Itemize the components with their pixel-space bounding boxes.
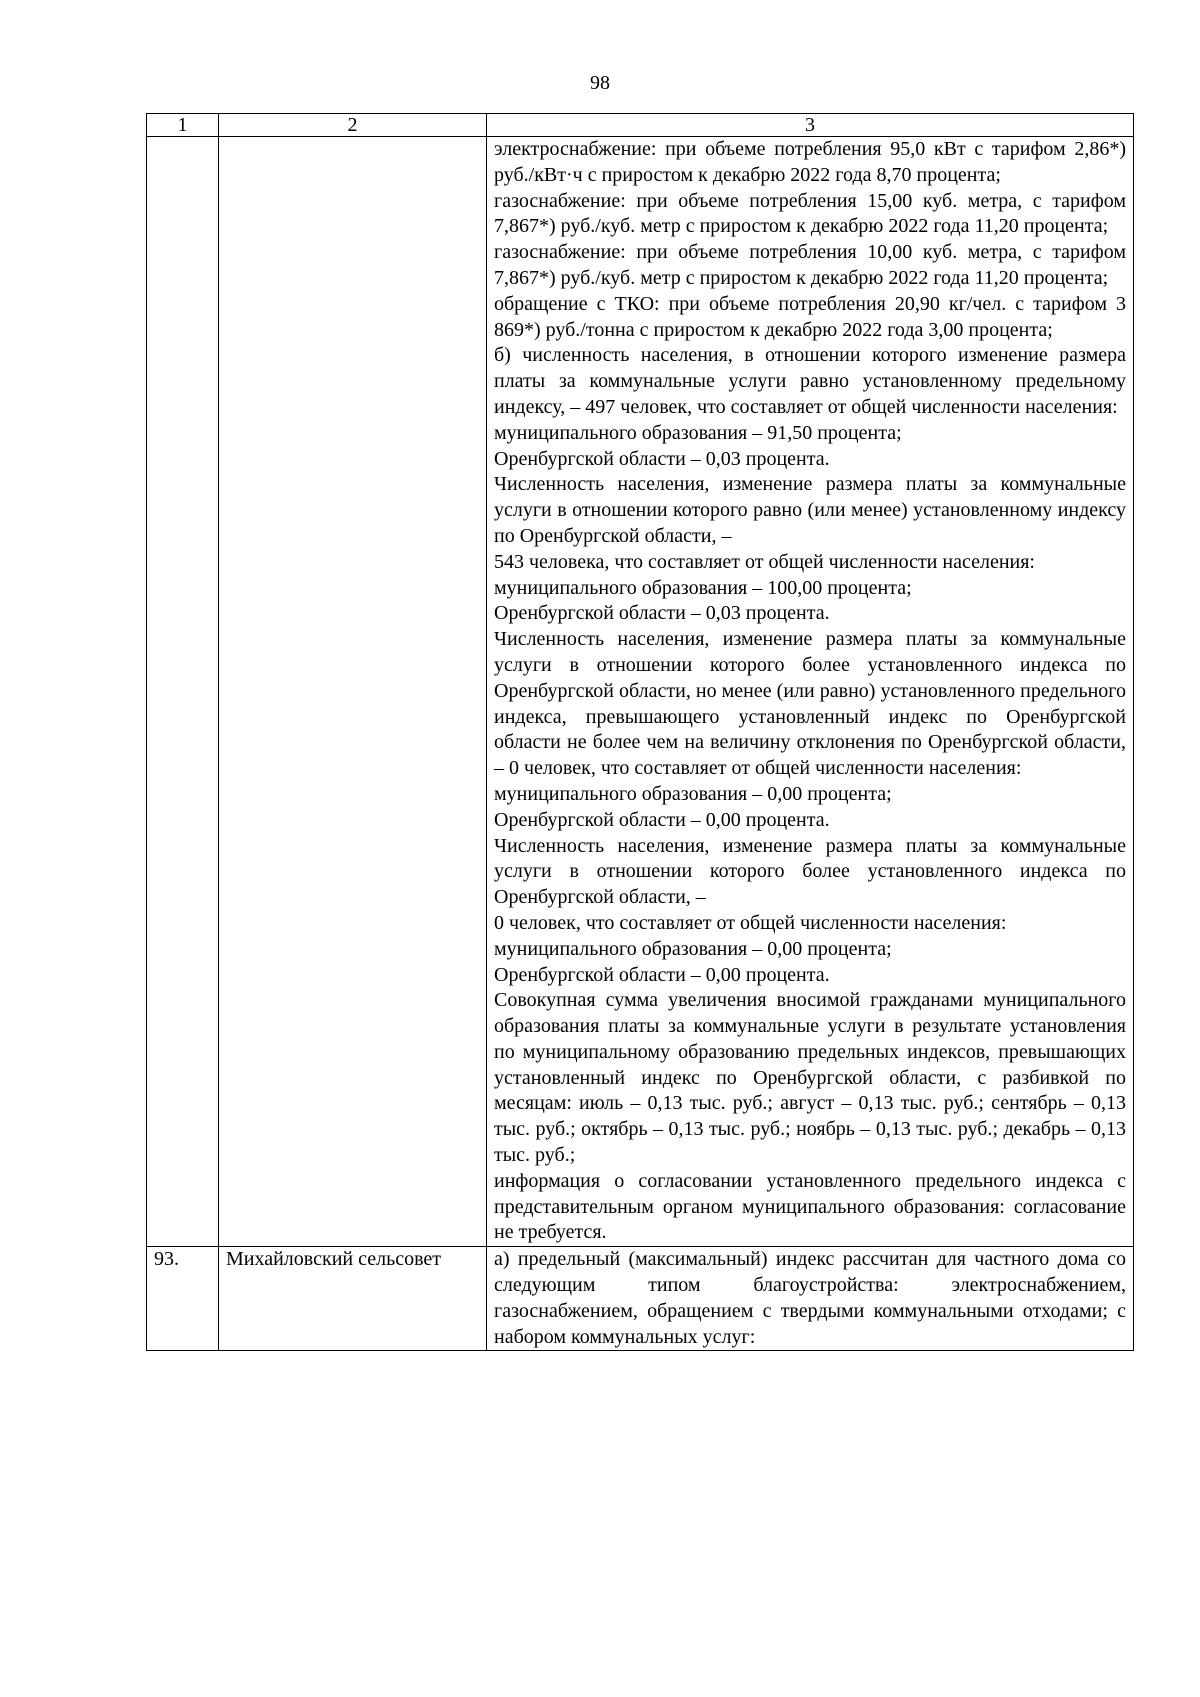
paragraph: муниципального образования – 0,00 процента; bbox=[494, 782, 892, 805]
table-row bbox=[147, 1247, 1134, 1351]
municipality-cell bbox=[219, 137, 487, 1247]
paragraph: Совокупная сумма увеличения вносимой гражданами муниципального образования платы за коммунальные услуги в результате установления по муниципальному образованию предельных индексов, превышающих установленный индекс по Оренбургской области, с разбивкой по месяцам: июль – 0,13 тыс. руб.; август – 0,13 тыс. руб.; сентябрь – 0,13 тыс. руб.; октябрь – 0,13 тыс. руб.; ноябрь – 0,13 тыс. руб.; декабрь – 0,13 тыс. руб.; bbox=[494, 989, 1126, 1167]
paragraph: газоснабжение: при объеме потребления 15,00 куб. метра, с тарифом 7,867*) руб./куб. метр с приростом к декабрю 2022 года 11,20 процента; bbox=[494, 189, 1126, 238]
paragraph: муниципального образования – 100,00 процента; bbox=[494, 576, 912, 599]
paragraph: 0 человек, что составляет от общей численности населения: bbox=[494, 911, 1007, 934]
paragraph: информация о согласовании установленного предельного индекса с представительным органом муниципального образования: согласование не требуется. bbox=[494, 1169, 1126, 1244]
page-number: 98 bbox=[590, 72, 610, 94]
paragraph: Оренбургской области – 0,00 процента. bbox=[494, 963, 830, 986]
row-number-cell: 93. bbox=[147, 1247, 219, 1351]
municipality-cell: Михайловский сельсовет bbox=[219, 1247, 487, 1351]
description-cell bbox=[487, 137, 1134, 1247]
paragraph: муниципального образования – 91,50 процента; bbox=[494, 421, 902, 444]
paragraph: муниципального образования – 0,00 процента; bbox=[494, 937, 892, 960]
row-number-cell bbox=[147, 137, 219, 1247]
paragraph: Численность населения, изменение размера платы за коммунальные услуги в отношении которого равно (или менее) установленному индексу по Оренбургской области, – bbox=[494, 473, 1126, 547]
paragraph: 543 человека, что составляет от общей численности населения: bbox=[494, 550, 1035, 573]
paragraph: Численность населения, изменение размера платы за коммунальные услуги в отношении которого более установленного индекса по Оренбургской области, но менее (или равно) установленного предельного индекса, превышающего установленный индекс по Оренбургской области не более чем на величину отклонения по Оренбургской области, – 0 человек, что составляет от общей численности населения: bbox=[494, 628, 1126, 780]
paragraph: Оренбургской области – 0,00 процента. bbox=[494, 808, 830, 831]
table-header-row bbox=[147, 114, 1134, 137]
paragraph: Оренбургской области – 0,03 процента. bbox=[494, 447, 830, 470]
paragraph: а) предельный (максимальный) индекс рассчитан для частного дома со следующим типом благоустройства: электроснабжением, газоснабжением, обращением с твердыми коммунальными отходами; с набором коммунальных услуг: bbox=[494, 1248, 1126, 1348]
paragraph: Оренбургской области – 0,03 процента. bbox=[494, 602, 830, 625]
header-cell-1: 1 bbox=[147, 114, 219, 137]
table-row bbox=[147, 137, 1134, 1247]
description-cell bbox=[487, 1247, 1134, 1351]
document-table bbox=[146, 113, 1134, 1351]
paragraph: Численность населения, изменение размера платы за коммунальные услуги в отношении которого более установленного индекса по Оренбургской области, – bbox=[494, 834, 1126, 909]
header-cell-3: 3 bbox=[487, 114, 1134, 137]
paragraph: б) численность населения, в отношении которого изменение размера платы за коммунальные услуги равно установленному предельному индексу, – 497 человек, что составляет от общей численности населения: bbox=[494, 344, 1126, 418]
header-cell-2: 2 bbox=[219, 114, 487, 137]
paragraph: обращение с ТКО: при объеме потребления 20,90 кг/чел. с тарифом 3 869*) руб./тонна с приростом к декабрю 2022 года 3,00 процента; bbox=[494, 292, 1126, 341]
paragraph: газоснабжение: при объеме потребления 10,00 куб. метра, с тарифом 7,867*) руб./куб. метр с приростом к декабрю 2022 года 11,20 процента; bbox=[494, 241, 1126, 289]
paragraph: электроснабжение: при объеме потребления 95,0 кВт с тарифом 2,86*) руб./кВт·ч с приростом к декабрю 2022 года 8,70 процента; bbox=[494, 138, 1126, 186]
